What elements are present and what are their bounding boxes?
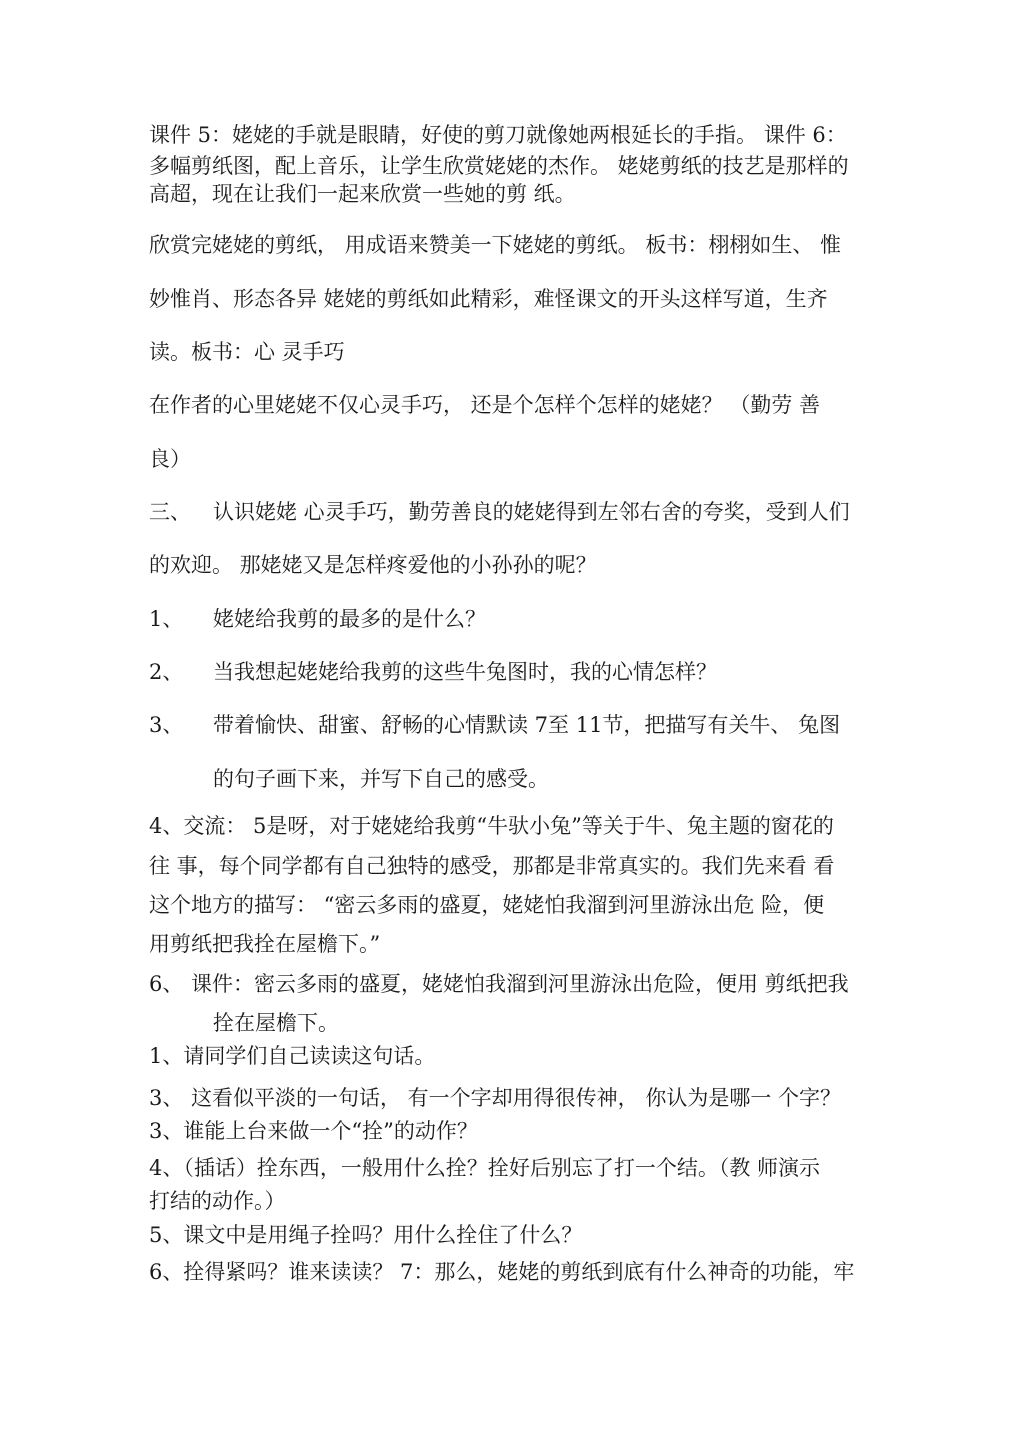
text-line: 多幅剪纸图，配上音乐，让学生欣赏姥姥的杰作。 姥姥剪纸的技艺是那样的 <box>149 154 849 178</box>
text-line: 4、（插话）拴东西，一般用什么拴？拴好后别忘了打一个结。（教 师演示 <box>149 1156 821 1180</box>
text-line: 的句子画下来，并写下自己的感受。 <box>213 767 549 791</box>
text-line: 打结的动作。） <box>149 1189 286 1213</box>
text-line: 往 事，每个同学都有自己独特的感受，那都是非常真实的。我们先来看 看 <box>149 854 835 878</box>
list-marker: 2、 <box>149 660 184 684</box>
text-line: 高超，现在让我们一起来欣赏一些她的剪 纸。 <box>149 182 576 206</box>
list-marker: 6、 <box>149 972 184 996</box>
list-marker: 三、 <box>149 500 191 524</box>
text-line: 良） <box>149 447 191 471</box>
list-item <box>149 1085 841 1111</box>
text-line: 妙惟肖、形态各异 姥姥的剪纸如此精彩，难怪课文的开头这样写道，生齐 <box>149 287 828 311</box>
text-line: 1、请同学们自己读读这句话。 <box>149 1044 436 1068</box>
text-line: 在作者的心里姥姥不仅心灵手巧， 还是个怎样个怎样的姥姥？ （勤劳 善 <box>149 393 821 417</box>
list-item-text: 课件：密云多雨的盛夏，姥姥怕我溜到河里游泳出危险，便用 剪纸把我 <box>191 972 849 996</box>
list-marker: 1、 <box>149 607 184 631</box>
list-item <box>149 712 840 738</box>
text-line: 用剪纸把我拴在屋檐下。” <box>149 932 381 956</box>
text-line: 欣赏完姥姥的剪纸， 用成语来赞美一下姥姥的剪纸。 板书：栩栩如生、 惟 <box>149 233 842 257</box>
list-item <box>149 606 486 632</box>
text-line: 3、谁能上台来做一个“拴”的动作？ <box>149 1119 478 1143</box>
list-marker: 3、 <box>149 713 184 737</box>
section-heading-line <box>149 499 850 525</box>
text-line: 认识姥姥 心灵手巧，勤劳善良的姥姥得到左邻右舍的夸奖，受到人们 <box>213 500 850 524</box>
text-line: 的欢迎。 那姥姥又是怎样疼爱他的小孙孙的呢？ <box>149 553 597 577</box>
list-marker: 3、 <box>149 1086 184 1110</box>
text-line: 4、交流： 5是呀，对于姥姥给我剪“牛驮小兔”等关于牛、兔主题的窗花的 <box>149 814 834 838</box>
list-item-text: 姥姥给我剪的最多的是什么？ <box>213 607 486 631</box>
list-item <box>149 971 849 997</box>
list-item-text: 当我想起姥姥给我剪的这些牛兔图时，我的心情怎样？ <box>213 660 717 684</box>
text-line: 读。板书：心 灵手巧 <box>149 340 345 364</box>
text-line: 6、拴得紧吗？谁来读读？ 7：那么，姥姥的剪纸到底有什么神奇的功能，牢 <box>149 1260 855 1284</box>
list-item <box>149 659 717 685</box>
list-item-text: 带着愉快、甜蜜、舒畅的心情默读 7至 11节，把描写有关牛、 兔图 <box>213 713 841 737</box>
text-line: 课件 5：姥姥的手就是眼睛，好使的剪刀就像她两根延长的手指。 课件 6： <box>149 123 847 147</box>
text-line: 这个地方的描写： “密云多雨的盛夏，姥姥怕我溜到河里游泳出危 险，便 <box>149 893 825 917</box>
list-item-text: 这看似平淡的一句话， 有一个字却用得很传神， 你认为是哪一 个字？ <box>191 1086 842 1110</box>
text-line: 5、课文中是用绳子拴吗？用什么拴住了什么？ <box>149 1223 583 1247</box>
text-line: 拴在屋檐下。 <box>213 1011 339 1035</box>
